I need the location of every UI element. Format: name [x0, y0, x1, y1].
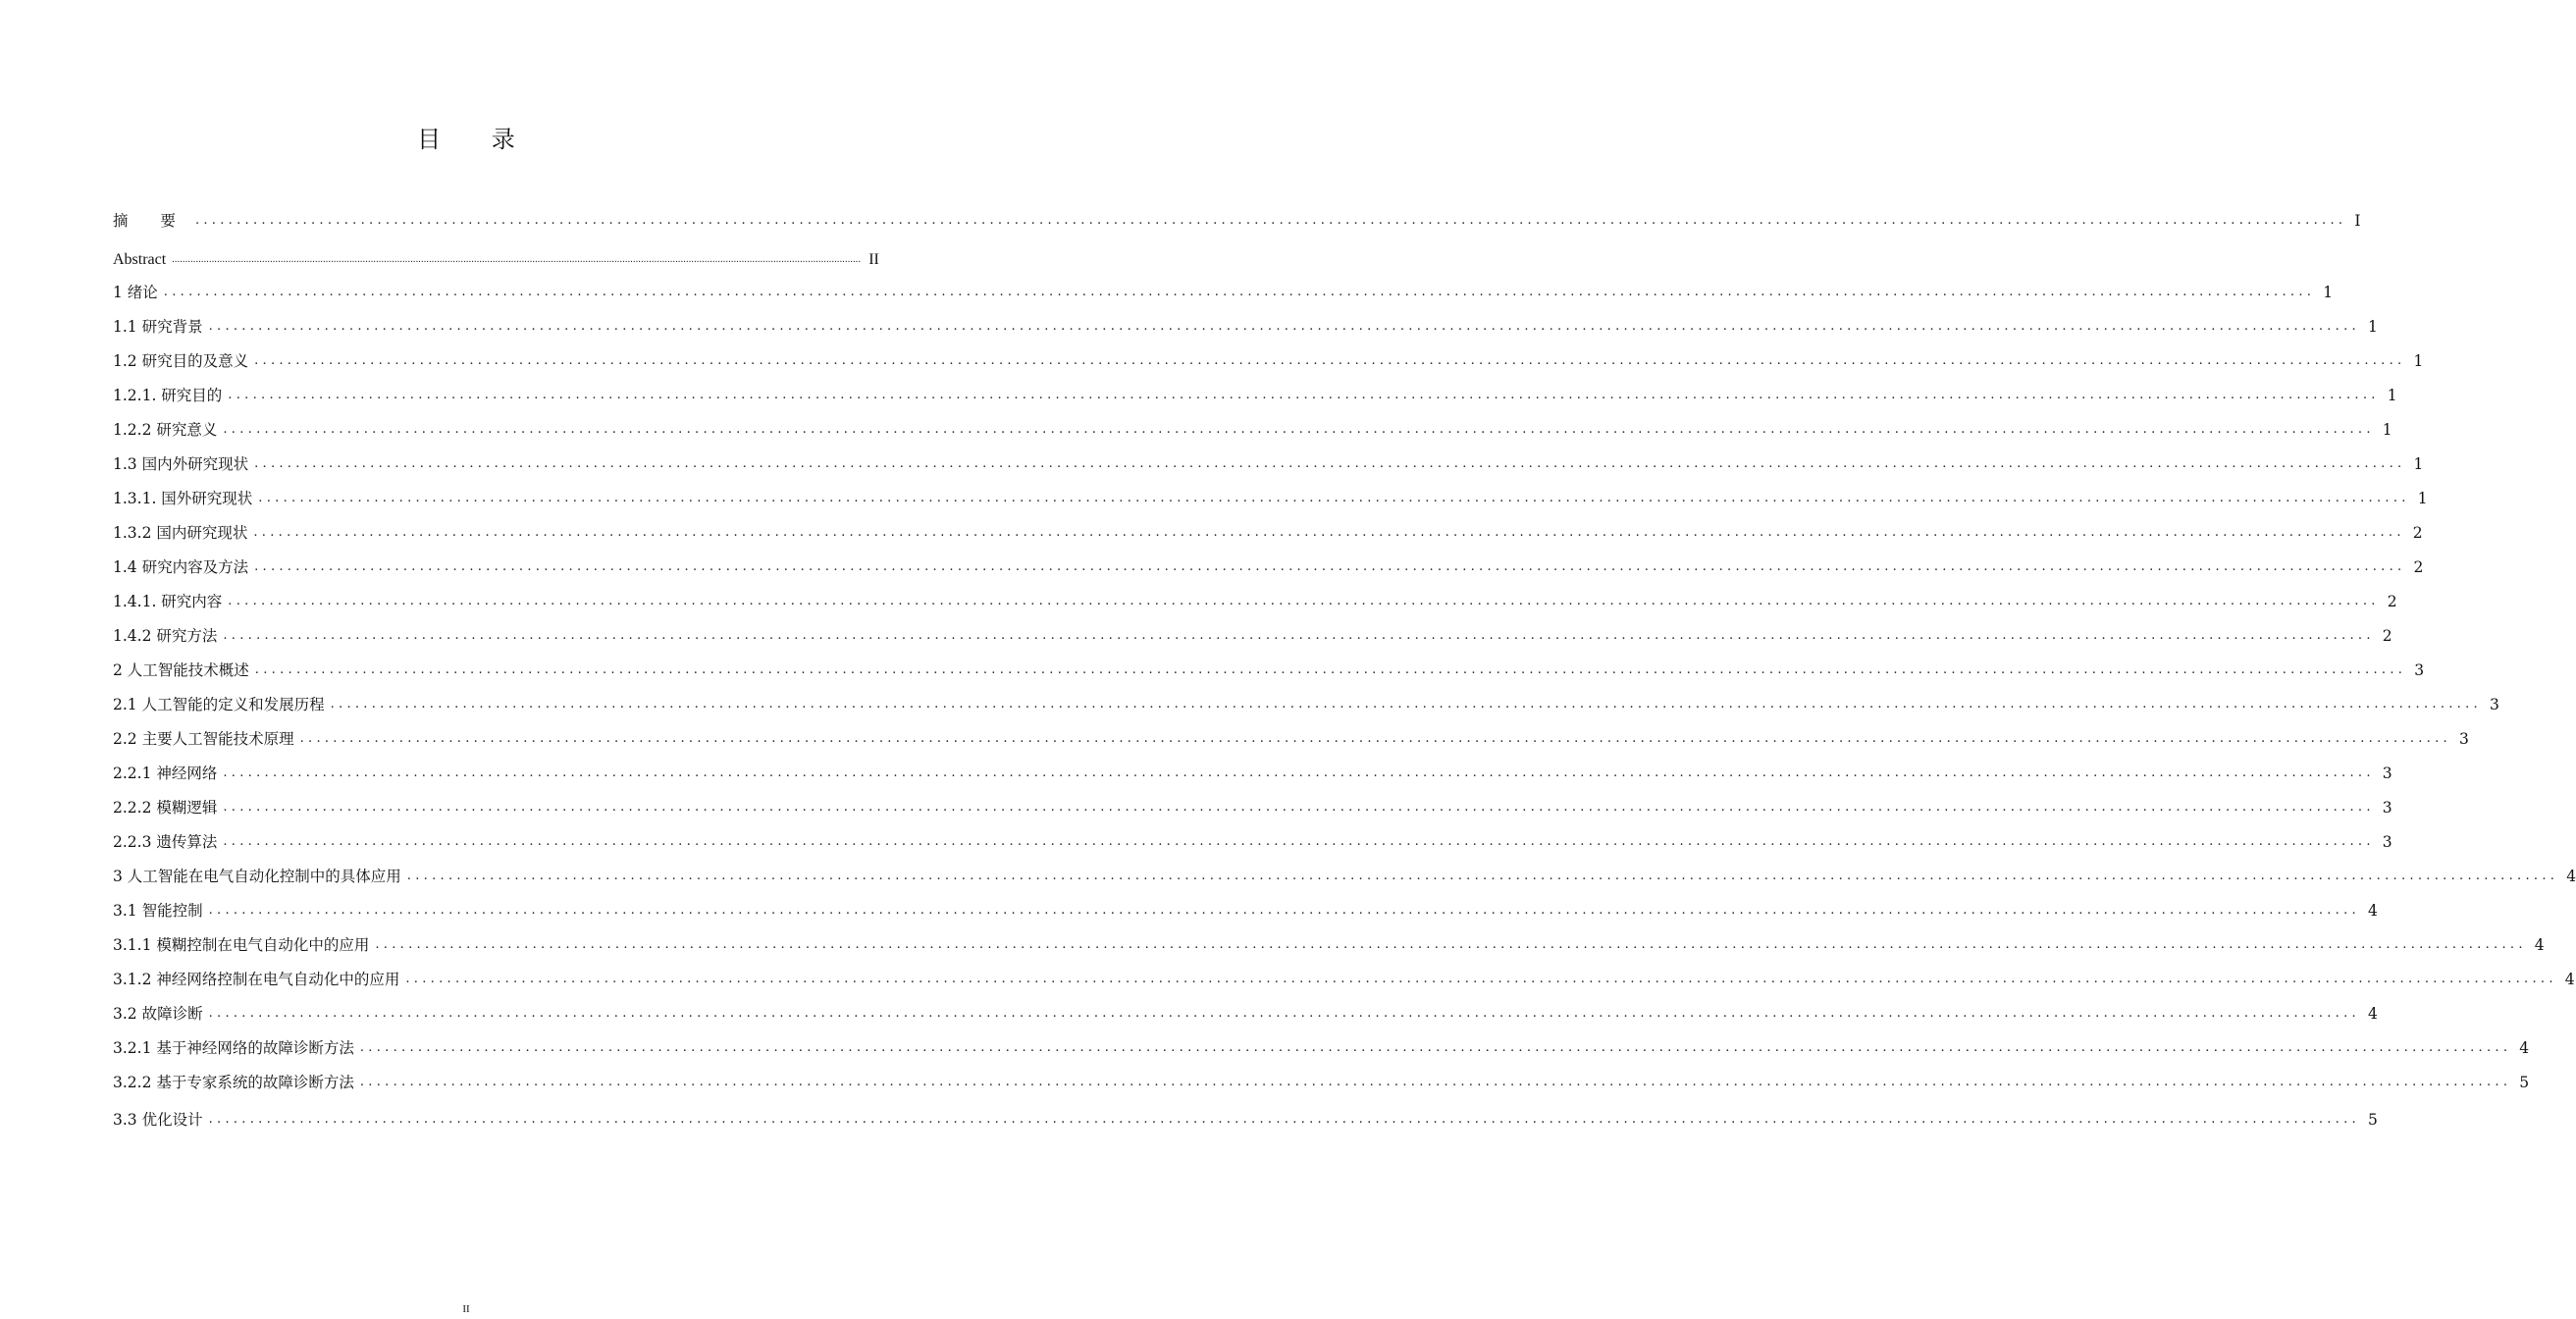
toc-entry-page: 1	[2367, 318, 2378, 336]
toc-entry[interactable]	[113, 624, 2392, 648]
toc-entry-page: 3	[2458, 730, 2469, 748]
toc-entry-label: 1.3.1. 国外研究现状	[113, 490, 253, 507]
toc-entry-page: II	[868, 251, 879, 268]
toc-entry[interactable]	[113, 830, 2392, 854]
toc-entry-label: 3.3 优化设计	[113, 1111, 203, 1129]
toc-entry-label: 1.4.2 研究方法	[113, 627, 218, 645]
toc-leader-dots: ....................................................................................................................................................................................................................................................................	[359, 1075, 2512, 1089]
toc-entry[interactable]	[113, 659, 2425, 682]
toc-entry-label: 2.2.1 神经网络	[113, 765, 218, 782]
toc-entry[interactable]	[113, 384, 2397, 407]
toc-leader-dots: ....................................................................................................................................................................................................................................................................	[223, 765, 2375, 780]
toc-leader-dots: ....................................................................................................................................................................................................................................................................	[228, 388, 2380, 402]
toc-entry[interactable]	[113, 762, 2392, 785]
toc-entry-label: 1.1 研究背景	[113, 318, 203, 336]
toc-entry-page: 3	[2414, 661, 2425, 679]
toc-entry[interactable]	[113, 590, 2397, 613]
toc-leader-dots: ....................................................................................................................................................................................................................................................................	[375, 937, 2527, 952]
toc-entry-page: 1	[2323, 284, 2334, 301]
toc-entry-page: 5	[2519, 1074, 2530, 1091]
toc-entry[interactable]	[113, 487, 2428, 510]
toc-entry-label: 3.1.2 神经网络控制在电气自动化中的应用	[113, 971, 400, 988]
toc-entry[interactable]	[113, 555, 2424, 579]
page-title: 目 录	[417, 126, 537, 153]
toc-entry-label: 1.3.2 国内研究现状	[113, 524, 248, 542]
toc-entry-page: 3	[2382, 833, 2392, 851]
toc-entry-abstract-en[interactable]	[113, 248, 879, 272]
toc-leader-dots: ....................................................................................................................................................................................................................................................................	[254, 353, 2406, 368]
toc-entry[interactable]	[113, 933, 2545, 957]
toc-entry-page: 4	[2367, 902, 2378, 920]
toc-leader-dots: ....................................................................................................................................................................................................................................................................	[223, 834, 2375, 849]
toc-entry[interactable]	[113, 1071, 2530, 1094]
toc-entry-label: 1.4 研究内容及方法	[113, 558, 249, 576]
toc-entry-label: 1.2.1. 研究目的	[113, 387, 223, 404]
toc-entry-page: 4	[2519, 1039, 2530, 1057]
toc-entry-label: 摘 要	[113, 212, 189, 230]
toc-entry[interactable]	[113, 1002, 2378, 1026]
toc-leader-dots: ....................................................................................................................................................................................................................................................................	[223, 800, 2375, 815]
page-number: II	[462, 1303, 470, 1315]
toc-leader-dots: ....................................................................................................................................................................................................................................................................	[359, 1040, 2512, 1055]
toc-entry[interactable]	[113, 727, 2469, 751]
toc-entry-page: 1	[2417, 490, 2428, 507]
toc-leader-dots: ....................................................................................................................................................................................................................................................................	[194, 213, 2347, 228]
toc-entry-page: 4	[2564, 971, 2575, 988]
toc-entry[interactable]	[113, 693, 2499, 716]
toc-entry-page: 1	[2382, 421, 2392, 439]
toc-leader-dots: ....................................................................................................................................................................................................................................................................	[208, 1112, 2360, 1127]
toc-entry-page: 1	[2413, 455, 2424, 473]
toc-entry-page: 3	[2382, 799, 2392, 817]
toc-leader-dots: ....................................................................................................................................................................................................................................................................	[223, 422, 2375, 437]
toc-leader-dots: ....................................................................................................................................................................................................................................................................	[208, 1006, 2360, 1021]
toc-entry-page: 1	[2387, 387, 2397, 404]
toc-leader-dots: ....................................................................................................................................................................................................................................................................	[405, 972, 2557, 986]
toc-entry-label: 2 人工智能技术概述	[113, 661, 249, 679]
toc-leader-dots: ....................................................................................................................................................................................................................................................................	[208, 319, 2360, 334]
toc-entry[interactable]	[113, 796, 2392, 819]
toc-entry-page: 1	[2413, 352, 2424, 370]
toc-entry[interactable]	[113, 1108, 2378, 1132]
toc-leader-dots: ....................................................................................................................................................................................................................................................................	[163, 285, 2316, 299]
toc-entry-page: 2	[2382, 627, 2392, 645]
toc-entry[interactable]	[113, 315, 2378, 339]
toc-entry-page: 2	[2412, 524, 2423, 542]
toc-entry-page: 2	[2387, 593, 2397, 610]
toc-leader-dots: ....................................................................................................................................................................................................................................................................	[299, 731, 2451, 746]
toc-entry-label: 1 绪论	[113, 284, 158, 301]
toc-leader-dots: ....................................................................................................................................................................................................................................................................	[253, 525, 2405, 540]
toc-entry-label: 1.2 研究目的及意义	[113, 352, 249, 370]
toc-entry-page: 3	[2489, 696, 2499, 713]
toc-entry-label: 2.2.2 模糊逻辑	[113, 799, 218, 817]
toc-leader-dots: ....................................................................................................................................................................................................................................................................	[208, 903, 2360, 918]
toc-leader-dots: ....................................................................................................................................................................................................................................................................	[254, 662, 2407, 677]
toc-entry-label: 2.2 主要人工智能技术原理	[113, 730, 294, 748]
toc-entry[interactable]	[113, 418, 2392, 442]
toc-entry[interactable]	[113, 349, 2424, 373]
toc-entry[interactable]	[113, 1036, 2530, 1060]
toc-entry-label: 3.2.2 基于专家系统的故障诊断方法	[113, 1074, 354, 1091]
toc-entry-page: 4	[2367, 1005, 2378, 1023]
toc-entry-page: 2	[2413, 558, 2424, 576]
toc-entry-label: 1.4.1. 研究内容	[113, 593, 223, 610]
toc-entry[interactable]	[113, 452, 2424, 476]
toc-entry-label: 3.2 故障诊断	[113, 1005, 203, 1023]
toc-leader-dots: ....................................................................................................................................................................................................................................................................	[254, 559, 2406, 574]
toc-entry-label: 3.2.1 基于神经网络的故障诊断方法	[113, 1039, 354, 1057]
toc-leader-dots: ....................................................................................................................................................................................................................................................................	[254, 456, 2406, 471]
toc-leader-dots: ....................................................................................................................................................................................................................................................................	[223, 628, 2375, 643]
toc-entry-label: 3 人工智能在电气自动化控制中的具体应用	[113, 868, 401, 885]
toc-entry-label: 2.1 人工智能的定义和发展历程	[113, 696, 325, 713]
toc-entry[interactable]	[113, 521, 2423, 545]
toc-entry-page: I	[2354, 212, 2361, 230]
toc-entry-label: 1.3 国内外研究现状	[113, 455, 249, 473]
toc-entry[interactable]	[113, 865, 2576, 888]
toc-entry-label: Abstract	[113, 251, 167, 268]
toc-entry-label: 3.1.1 模糊控制在电气自动化中的应用	[113, 936, 370, 954]
toc-entry[interactable]	[113, 281, 2334, 304]
toc-entry-abstract-cn[interactable]	[113, 209, 2361, 233]
toc-entry-page: 4	[2566, 868, 2576, 885]
toc-entry[interactable]	[113, 968, 2575, 991]
toc-entry-page: 3	[2382, 765, 2392, 782]
toc-leader-dots: ....................................................................................................................................................................................................................................................................	[406, 869, 2559, 883]
toc-entry-label: 3.1 智能控制	[113, 902, 203, 920]
toc-entry-page: 5	[2367, 1111, 2378, 1129]
toc-leader-dots: ....................................................................................................................................................................................................................................................................	[330, 697, 2482, 712]
toc-leader-dots: ....................................................................................................................................................................................................................................................................	[228, 594, 2380, 608]
toc-entry-page: 4	[2534, 936, 2545, 954]
toc-entry-label: 1.2.2 研究意义	[113, 421, 218, 439]
toc-leader-dots: ....................................................................................................................................................................................................................................................................	[172, 254, 862, 265]
toc-entry[interactable]	[113, 899, 2378, 923]
toc-entry-label: 2.2.3 遗传算法	[113, 833, 218, 851]
toc-leader-dots: ....................................................................................................................................................................................................................................................................	[258, 491, 2410, 505]
